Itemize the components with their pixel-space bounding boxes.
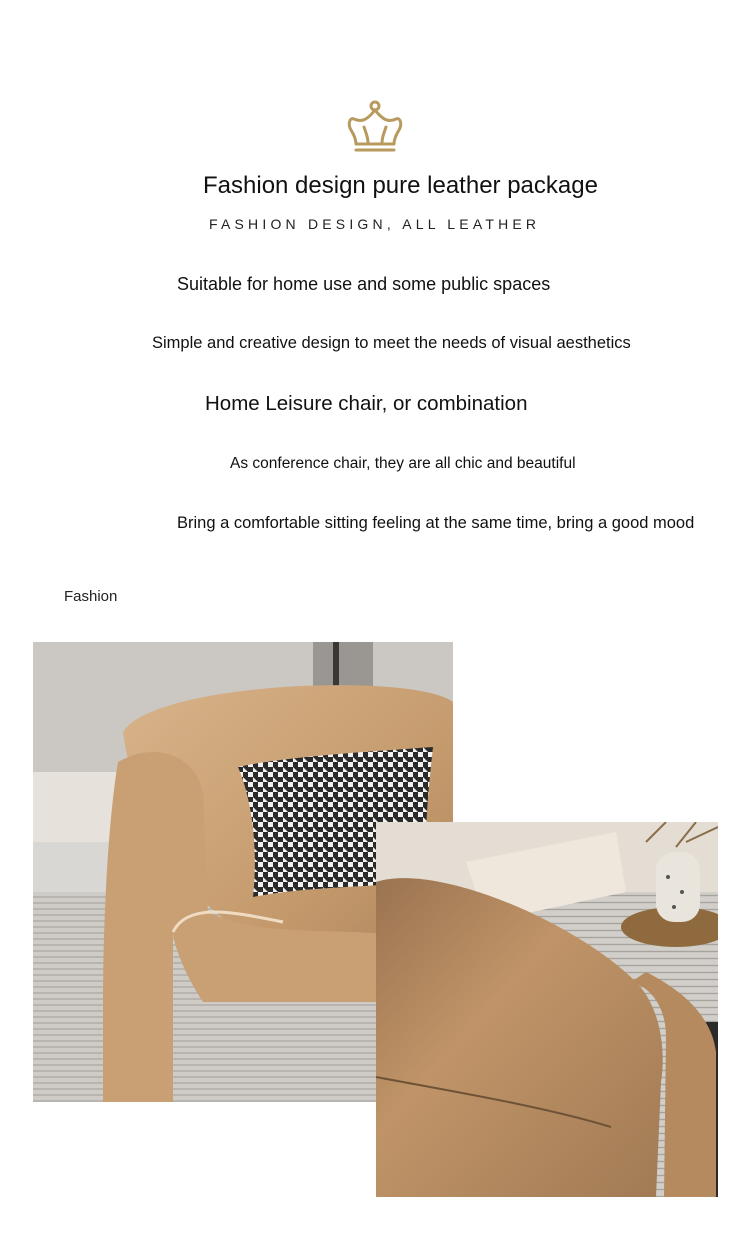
- feature-line: Bring a comfortable sitting feeling at the same time, bring a good mood: [177, 514, 695, 532]
- section-label: Fashion: [64, 588, 118, 605]
- feature-line: Suitable for home use and some public spaces: [177, 274, 551, 294]
- feature-line: Simple and creative design to meet the needs of visual aesthetics: [152, 334, 631, 352]
- page-subtitle: FASHION DESIGN, ALL LEATHER: [209, 216, 541, 232]
- feature-line: As conference chair, they are all chic and beautiful: [230, 455, 576, 472]
- page-title: Fashion design pure leather package: [203, 172, 598, 199]
- leather-chair-detail-photo: [376, 822, 718, 1197]
- crown-icon: [346, 99, 404, 155]
- feature-line: Home Leisure chair, or combination: [205, 392, 528, 415]
